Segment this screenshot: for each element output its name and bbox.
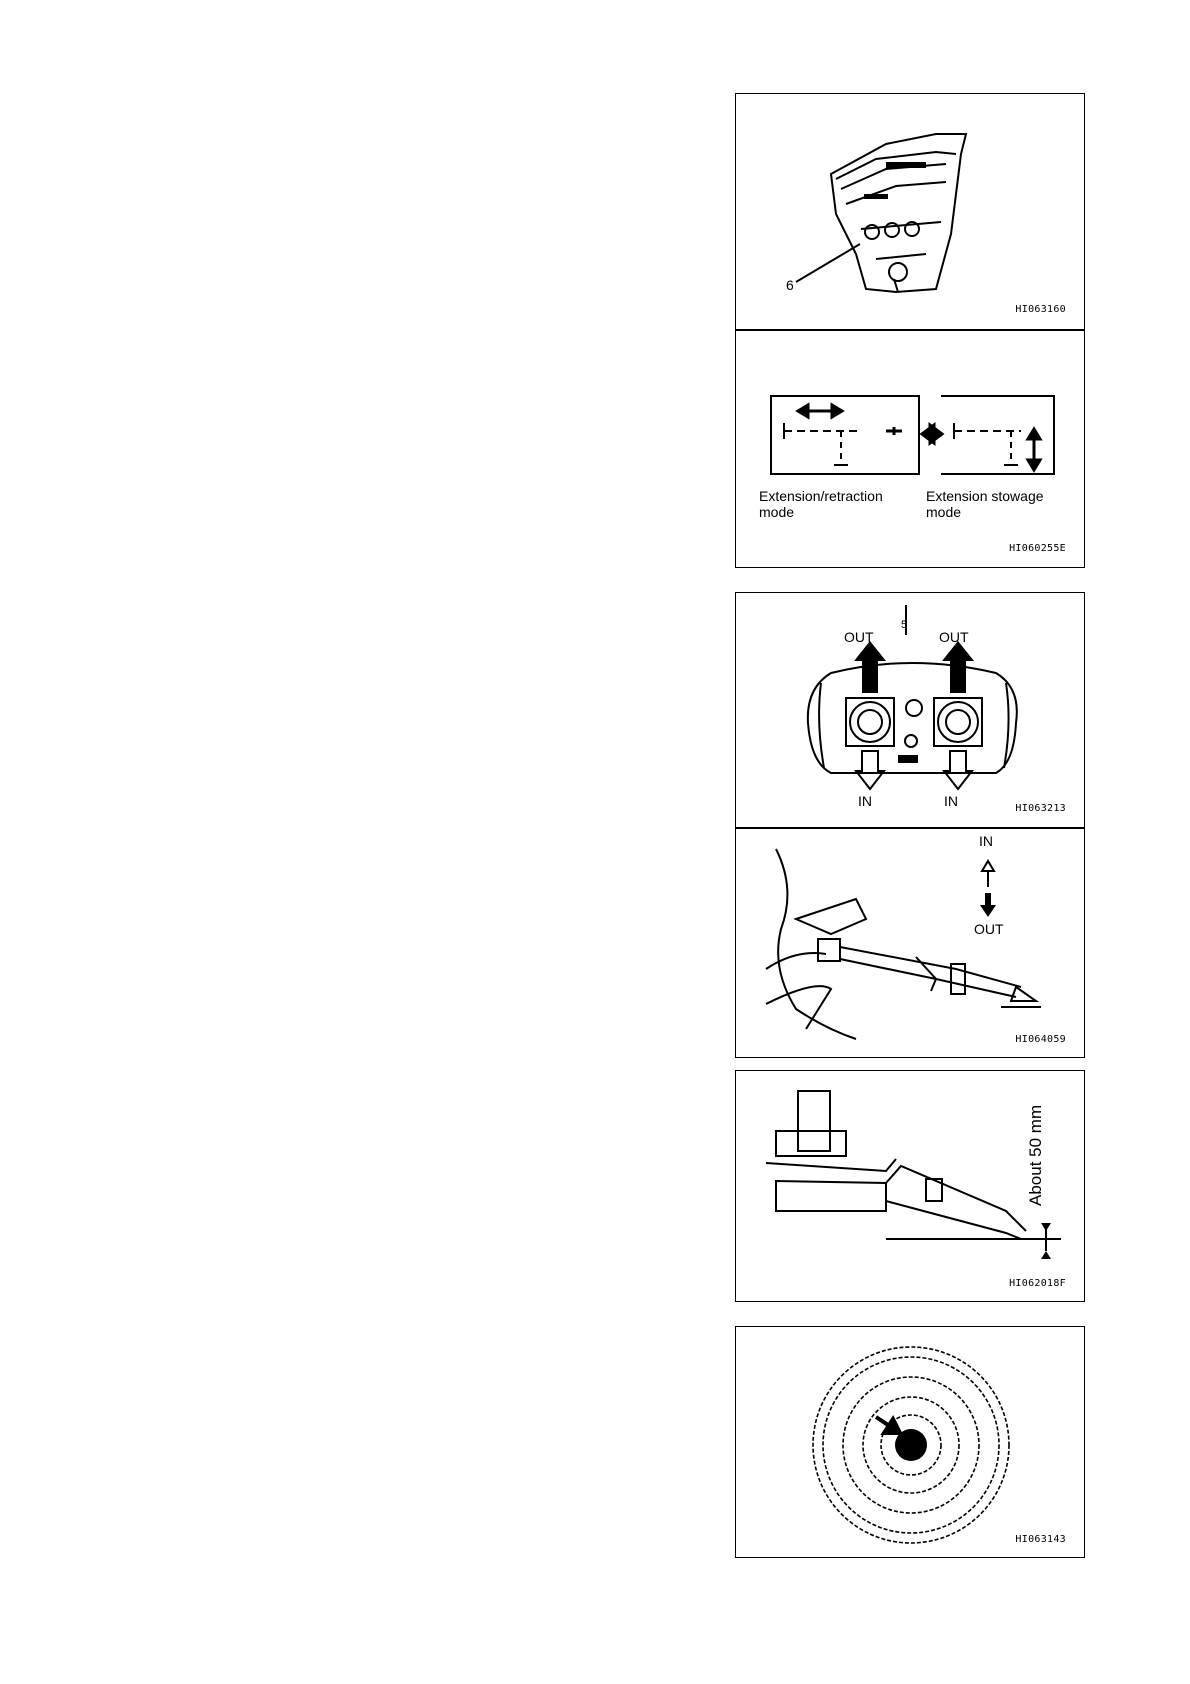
callout-number: 6 [786, 277, 794, 293]
mode-diagram [736, 331, 1086, 569]
out-label-left: OUT [844, 629, 874, 645]
figure-id: HI060255E [1009, 543, 1066, 554]
control-panel-illustration [736, 94, 1086, 331]
in-label: IN [979, 833, 993, 849]
figure-id: HI063143 [1015, 1534, 1066, 1545]
mode-label-extension-retraction: Extension/retraction mode [759, 488, 883, 520]
figure-id: HI063213 [1015, 803, 1066, 814]
height-note: About 50 mm [1026, 1104, 1045, 1206]
figure-id: HI064059 [1015, 1034, 1066, 1045]
figure-mode-switch [735, 330, 1085, 568]
outrigger-illustration [736, 829, 1086, 1059]
figure-control-panel [735, 93, 1085, 330]
figure-outrigger-in-out [735, 828, 1085, 1058]
figure-joystick-direction [735, 592, 1085, 828]
figure-id: HI063160 [1015, 304, 1066, 315]
mode-label-extension-stowage: Extension stowage mode [926, 488, 1044, 520]
in-label-right: IN [944, 793, 958, 809]
figure-id: HI062018F [1009, 1278, 1066, 1289]
figure-outrigger-height [735, 1070, 1085, 1302]
in-label-left: IN [858, 793, 872, 809]
callout-number: 5 [901, 619, 908, 631]
level-gauge-illustration [736, 1327, 1086, 1559]
out-label: OUT [974, 921, 1004, 937]
out-label-right: OUT [939, 629, 969, 645]
figure-level-gauge [735, 1326, 1085, 1558]
joystick-illustration [736, 593, 1086, 829]
